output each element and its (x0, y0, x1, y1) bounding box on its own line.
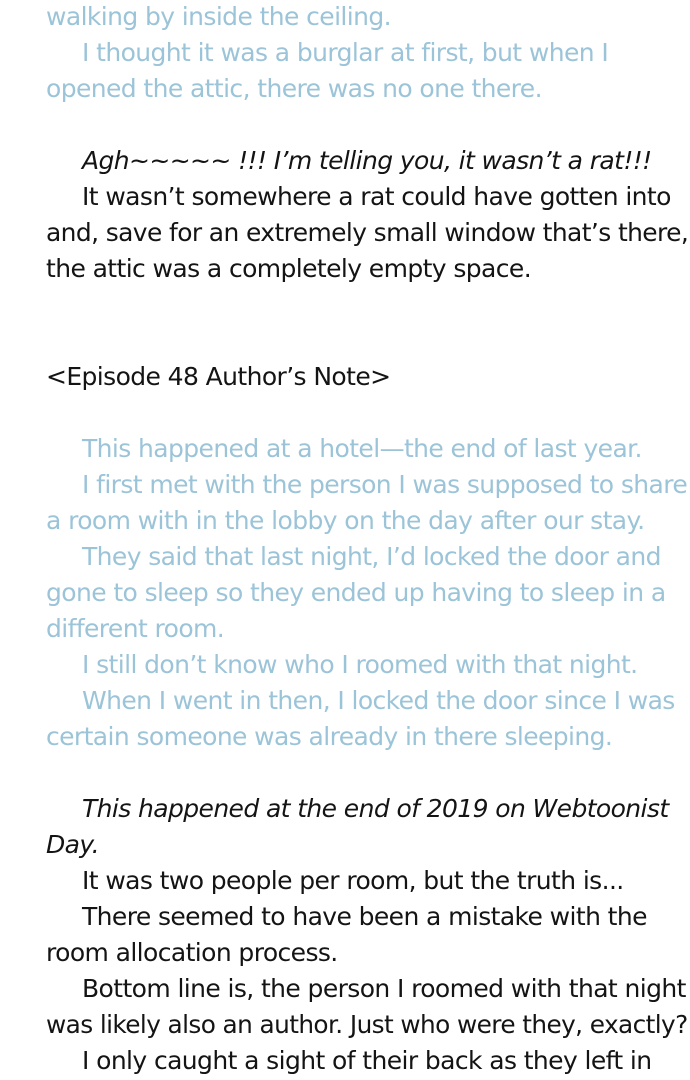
note-line: I only caught a sight of their back as they left in (82, 1046, 652, 1075)
note-line: certain someone was already in there sleeping. (46, 722, 613, 751)
note-line: a room with in the lobby on the day after our stay. (46, 506, 645, 535)
note-line: gone to sleep so they ended up having to sleep in a (46, 578, 666, 607)
story-line: and, save for an extremely small window that’s there, (46, 218, 689, 247)
note-line: This happened at a hotel—the end of last year. (82, 434, 642, 463)
author-note-heading: <Episode 48 Author’s Note> (46, 362, 391, 391)
note-line: was likely also an author. Just who were they, exactly? (46, 1010, 688, 1039)
note-line: room allocation process. (46, 938, 338, 967)
note-line: Bottom line is, the person I roomed with that night (82, 974, 686, 1003)
note-line: I still don’t know who I roomed with that night. (82, 650, 638, 679)
story-line: the attic was a completely empty space. (46, 254, 532, 283)
note-line: This happened at the end of 2019 on Webtoonist (82, 794, 669, 823)
note-line: They said that last night, I’d locked the door and (82, 542, 661, 571)
note-line: different room. (46, 614, 225, 643)
story-exclamation: Agh~~~~~ !!! I’m telling you, it wasn’t a rat!!! (82, 146, 652, 175)
note-line: There seemed to have been a mistake with the (82, 902, 647, 931)
story-line: It wasn’t somewhere a rat could have gotten into (82, 182, 671, 211)
story-line: walking by inside the ceiling. (46, 2, 391, 31)
note-line: It was two people per room, but the truth is... (82, 866, 624, 895)
note-line: When I went in then, I locked the door since I was (82, 686, 675, 715)
note-line: I first met with the person I was supposed to share (82, 470, 688, 499)
story-line: opened the attic, there was no one there. (46, 74, 542, 103)
note-line: Day. (46, 830, 99, 859)
story-line: I thought it was a burglar at first, but when I (82, 38, 609, 67)
